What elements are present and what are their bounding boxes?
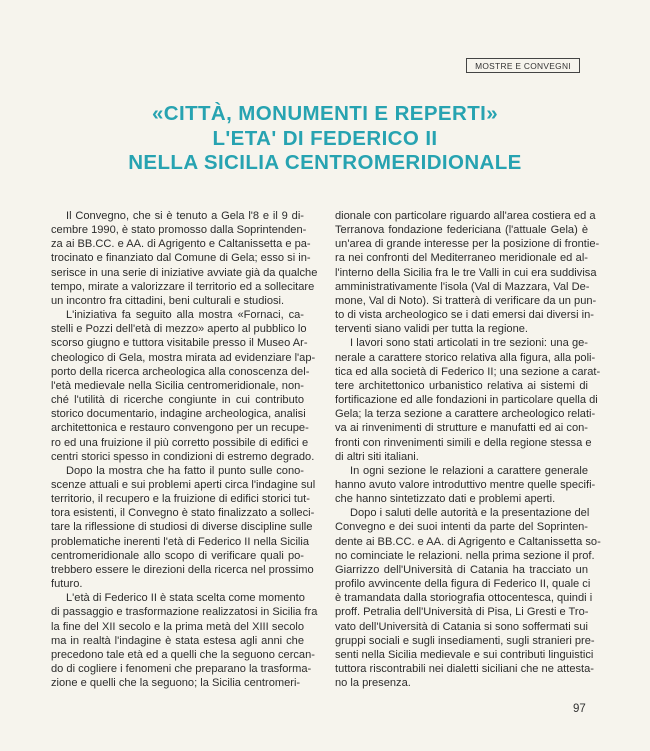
text-line: porto della ricerca archeologica alla conoscenza del-: [51, 365, 310, 378]
text-line: ra nei confronti del Mediterraneo meridionale ed al-: [335, 252, 588, 265]
text-line: dente ai BB.CC. e AA. di Agrigento e Caltanissetta so-: [335, 535, 601, 548]
text-line: za ai BB.CC. e AA. di Agrigento e Caltanissetta e pa-: [51, 238, 311, 251]
text-line: dionale con particolare riguardo all'area costiera ed a: [335, 210, 596, 222]
text-line: to di vista archeologico se i dati emersi dai diversi in-: [335, 309, 594, 322]
text-line: è tramandata dalla storiografia ottocentesca, quindi i: [335, 592, 593, 605]
text-line: vato dell'Università di Catania si sono soffermati sui: [335, 620, 588, 633]
text-line: Dopo i saluti delle autorità e la presentazione del: [350, 507, 590, 520]
text-line: trocinato e finanziato dal Comune di Gela; esso si in-: [51, 252, 311, 265]
text-line: Convegno e dei suoi intenti da parte del Soprinten-: [335, 521, 588, 534]
text-line: zione e quelli che la seguono; la Sicilia centromeri-: [51, 677, 301, 690]
text-line: che hanno sintetizzato dati e problemi aperti.: [335, 493, 556, 506]
text-line: tuttora riscontrabili nei dialetti siciliani che ne attesta-: [335, 663, 594, 675]
text-line: ché l'utilità di ricerche congiunte in cui contributo: [51, 394, 304, 407]
text-line: l'età medievale nella Sicilia centromeridionale, non-: [51, 379, 304, 392]
text-line: un incontro fra cittadini, beni culturali e studiosi.: [51, 294, 285, 307]
text-line: precedono tale età ed a quelli che la seguono cercan-: [51, 648, 315, 661]
text-line: fronti con rinvenimenti simili e della regione stessa e: [335, 436, 592, 449]
text-line: scorso giugno e tuttora visitabile presso il Museo Ar-: [51, 337, 308, 350]
paragraph: [335, 336, 601, 463]
text-line: centri storici spesso in condizioni di estremo degrado.: [51, 450, 315, 463]
right-column: [335, 209, 601, 690]
text-line: cembre 1990, è stato promosso dalla Soprintenden-: [51, 224, 307, 237]
text-line: do di cogliere i fenomeni che preparano la trasforma-: [51, 663, 312, 675]
article-title: [0, 102, 650, 176]
text-line: stelli e Pozzi dell'età di mezzo» aperto al pubblico lo: [51, 323, 307, 336]
text-line: mone, Val di Noto). Si tratterà di verificare da un pun-: [335, 294, 597, 307]
text-line: tempo, mirate a valorizzare il territorio ed a sollecitare: [51, 280, 315, 293]
text-line: no la presenza.: [335, 677, 411, 690]
text-line: Dopo la mostra che ha fatto il punto sulle cono-: [66, 464, 304, 477]
title-line-1: «CITTÀ, MONUMENTI E REPERTI»: [151, 102, 499, 125]
text-line: I lavori sono stati articolati in tre sezioni: una ge-: [350, 337, 588, 350]
text-line: ma in realtà l'indagine è stata estesa agli anni che: [51, 634, 304, 647]
text-line: Il Convegno, che si è tenuto a Gela l'8 e il 9 di-: [66, 210, 304, 222]
text-line: un'area di grande interesse per la posizione di frontie-: [335, 238, 600, 251]
text-line: Giarrizzo dell'Università di Catania ha tracciato un: [335, 563, 588, 576]
text-line: di passaggio e trasformazione realizzatosi in Sicilia fra: [51, 606, 318, 619]
page-number: 97: [573, 703, 586, 715]
text-line: centromeridionale allo scopo di verificare quali po-: [51, 549, 304, 562]
text-line: In ogni sezione le relazioni a carattere generale: [350, 464, 588, 477]
text-line: profilo avvincente della figura di Federico II, quale ci: [335, 578, 591, 591]
text-line: l'interno della Sicilia fra le tre Valli in cui era suddivisa: [335, 266, 597, 279]
text-line: nerale a carattere storico relativa alla figura, alla poli-: [335, 351, 596, 364]
text-line: proff. Petralia dell'Università di Pisa, Li Gresti e Tro-: [335, 606, 589, 619]
text-line: fortificazione ed alle fondazioni in particolare quella di: [335, 394, 598, 407]
paragraph: [335, 464, 596, 506]
text-line: Terranova fondazione federiciana (l'attuale Gela) è: [335, 224, 588, 237]
text-line: ro ed una fruizione il più corretto possibile di edifici e: [51, 436, 309, 449]
paragraph: [335, 209, 600, 336]
text-line: L'iniziativa fa seguito alla mostra «Fornaci, ca-: [66, 309, 304, 322]
section-tag: MOSTRE E CONVEGNI: [466, 58, 580, 73]
text-line: storico documentario, indagine archeologica, analisi: [51, 408, 306, 421]
title-line-2: L'ETA' DI FEDERICO II: [212, 126, 438, 150]
text-line: va ai rinvenimenti di strutture e manufatti ed ai con-: [335, 422, 588, 435]
text-line: tare la riflessione di studiosi di diverse discipline sulle: [51, 521, 313, 534]
paragraph: [51, 308, 316, 464]
text-line: Gela; la terza sezione a carattere archeologico relati-: [335, 408, 596, 421]
text-line: futuro.: [51, 578, 83, 591]
text-line: tica ed alla società di Federico II; una sezione a carat-: [335, 365, 601, 378]
text-line: terventi siano validi per tutta la regione.: [335, 323, 529, 336]
paragraph: [51, 591, 318, 690]
title-line-3: NELLA SICILIA CENTROMERIDIONALE: [128, 151, 522, 174]
text-line: scenze attuali e sui problemi aperti circa l'indagine sul: [51, 478, 316, 491]
text-line: gruppi sociali e sugli insediamenti, sugli stranieri pre-: [335, 634, 595, 647]
text-line: serisce in una serie di iniziative avviate già da qualche: [51, 266, 318, 279]
text-line: tere architettonico urbanistico relativa ai sistemi di: [335, 379, 588, 392]
paragraph: [51, 464, 316, 591]
text-line: hanno avuto valore introduttivo mentre quelle specifi-: [335, 478, 596, 491]
text-line: tora esistenti, il Convegno è stato finalizzato a solleci-: [51, 507, 315, 520]
left-column: [51, 209, 318, 690]
text-line: amministrativamente l'isola (Val di Mazzara, Val De-: [335, 280, 590, 293]
text-line: cheologico di Gela, mostra mirata ad evidenziare l'ap-: [51, 351, 316, 364]
text-line: architettonica e restauro convengono per un recupe-: [51, 422, 309, 435]
text-line: senti nella Sicilia medievale e sui contributi linguistici: [335, 648, 594, 661]
text-line: la fine del XII secolo e la prima metà del XIII secolo: [51, 620, 304, 633]
text-line: di altri siti italiani.: [335, 450, 419, 463]
text-line: no cominciate le relazioni. nella prima sezione il prof.: [335, 549, 595, 562]
paragraph: [51, 209, 318, 308]
paragraph: [335, 506, 601, 690]
text-line: L'età di Federico II è stata scelta come momento: [66, 592, 305, 605]
text-line: territorio, il recupero e la fruizione di edifici storici tut-: [51, 493, 310, 506]
text-line: trebbero essere le direzioni della ricerca nel prossimo: [51, 563, 314, 576]
text-line: problematiche inerenti l'età di Federico II nella Sicilia: [51, 535, 310, 548]
